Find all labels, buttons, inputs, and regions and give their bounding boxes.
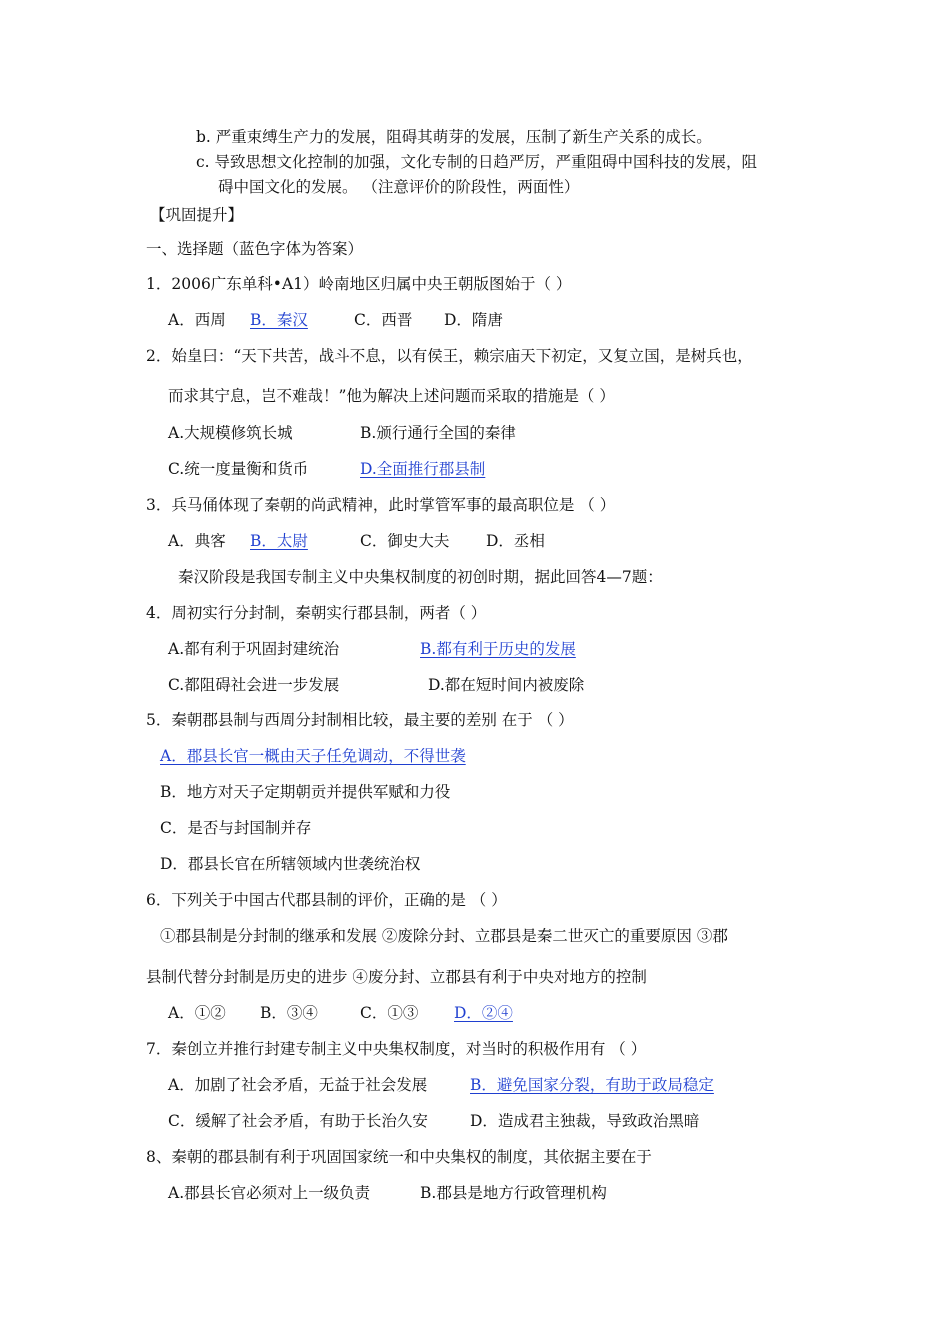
question-5-option-d: D．郡县长官在所辖领域内世袭统治权 (160, 855, 421, 873)
option-a: A.郡县长官必须对上一级负责 (168, 1184, 371, 1202)
lead-text: 秦汉阶段是我国专制主义中央集权制度的初创时期，据此回答4—7题： (178, 568, 663, 586)
intro-item-c-line2: 碍中国文化的发展。 （注意评价的阶段性，两面性） (218, 178, 580, 196)
question-5-option-b: B．地方对天子定期朝贡并提供军赋和力役 (160, 783, 451, 801)
option-a: A．典客 (168, 532, 226, 550)
question-2-stem-line2: 而求其宁息，岂不难哉！”他为解决上述问题而采取的措施是（ ） (168, 387, 615, 405)
option-c: C.统一度量衡和货币 (168, 460, 309, 478)
question-3-stem: 3．兵马俑体现了秦朝的尚武精神，此时掌管军事的最高职位是 （ ） (146, 496, 616, 514)
question-5-stem: 5．秦朝郡县制与西周分封制相比较，最主要的差别 在于 （ ） (146, 711, 574, 729)
option-d-answer: D.全面推行郡县制 (360, 460, 486, 478)
option-a: A．加剧了社会矛盾，无益于社会发展 (168, 1076, 428, 1094)
option-a: A．①② (168, 1004, 226, 1022)
option-c: C.都阻碍社会进一步发展 (168, 676, 340, 694)
option-c: C．西晋 (354, 311, 413, 329)
option-c: C．缓解了社会矛盾，有助于长治久安 (168, 1112, 428, 1130)
option-a: A.大规模修筑长城 (168, 424, 293, 442)
question-6-statements-line1: ①郡县制是分封制的继承和发展 ②废除分封、立郡县是秦二世灭亡的重要原因 ③郡 (160, 927, 728, 945)
option-a: A.都有利于巩固封建统治 (168, 640, 340, 658)
option-d: D.都在短时间内被废除 (428, 676, 585, 694)
part-title: 一、选择题（蓝色字体为答案） (146, 240, 364, 258)
option-d-answer: D．②④ (454, 1004, 513, 1022)
section-title: 【巩固提升】 (150, 206, 244, 224)
option-c: C．御史大夫 (360, 532, 450, 550)
option-b-answer: B．太尉 (250, 532, 308, 550)
intro-item-c-line1: c. 导致思想文化控制的加强，文化专制的日趋严厉，严重阻碍中国科技的发展，阻 (196, 153, 758, 171)
question-5-option-a-answer: A．郡县长官一概由天子任免调动，不得世袭 (160, 747, 466, 765)
question-5-option-c: C．是否与封国制并存 (160, 819, 312, 837)
question-6-statements-line2: 县制代替分封制是历史的进步 ④废分封、立郡县有利于中央对地方的控制 (146, 968, 647, 986)
question-4-stem: 4．周初实行分封制，秦朝实行郡县制，两者（ ） (146, 604, 487, 622)
option-c: C．①③ (360, 1004, 419, 1022)
question-8-stem: 8、秦朝的郡县制有利于巩固国家统一和中央集权的制度，其依据主要在于 (146, 1148, 652, 1166)
question-1-stem: 1．2006广东单科•A1）岭南地区归属中央王朝版图始于（ ） (146, 275, 572, 293)
option-b: B.颁行通行全国的秦律 (360, 424, 516, 442)
question-7-stem: 7．秦创立并推行封建专制主义中央集权制度，对当时的积极作用有 （ ） (146, 1040, 647, 1058)
option-a: A．西周 (168, 311, 226, 329)
option-d: D．丞相 (486, 532, 545, 550)
option-b-answer: B．秦汉 (250, 311, 308, 329)
question-6-stem: 6．下列关于中国古代郡县制的评价，正确的是 （ ） (146, 891, 507, 909)
option-d: D．造成君主独裁，导致政治黑暗 (470, 1112, 700, 1130)
option-b-answer: B．避免国家分裂，有助于政局稳定 (470, 1076, 714, 1094)
option-d: D．隋唐 (444, 311, 503, 329)
question-2-stem-line1: 2．始皇曰：“天下共苦，战斗不息，以有侯王，赖宗庙天下初定，又复立国，是树兵也， (146, 347, 753, 365)
option-b: B．③④ (260, 1004, 318, 1022)
option-b: B.郡县是地方行政管理机构 (420, 1184, 607, 1202)
option-b-answer: B.都有利于历史的发展 (420, 640, 576, 658)
intro-item-b: b. 严重束缚生产力的发展，阻碍其萌芽的发展，压制了新生产关系的成长。 (196, 128, 712, 146)
